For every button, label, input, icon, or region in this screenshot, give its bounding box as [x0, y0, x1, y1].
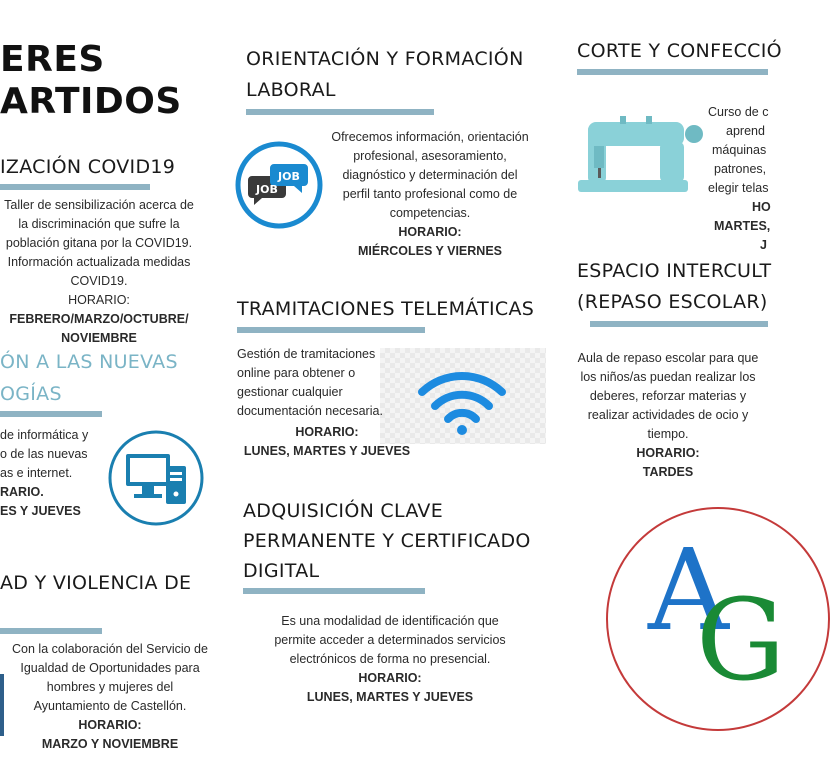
body-line: diagnóstico y determinación del [342, 168, 518, 182]
section-heading: CORTE Y CONFECCIÓ [577, 40, 782, 62]
section-body [237, 345, 387, 421]
heading-underline [590, 321, 768, 327]
horario-days: FEBRERO/MARZO/OCTUBRE/ [9, 312, 189, 326]
section-body [6, 640, 214, 754]
body-line: permite acceder a determinados servicios [274, 633, 506, 647]
job-text: JOB [278, 170, 300, 183]
body-line: aprend [726, 124, 765, 138]
horario-block [237, 423, 417, 461]
horario-label: RARIO. [0, 485, 44, 499]
section-heading: IZACIÓN COVID19 [0, 156, 176, 178]
horario-days: MIÉRCOLES Y VIERNES [357, 244, 503, 258]
body-line: la discriminación que sufre la [18, 217, 180, 231]
body-line: tiempo. [647, 427, 689, 441]
body-line: hombres y mujeres del [46, 680, 174, 694]
body-line: perfil tanto profesional como de [342, 187, 518, 201]
logo-letter-a: A [648, 526, 729, 656]
body-line: Ofrecemos información, orientación [331, 130, 529, 144]
horario-label: HORARIO: [78, 718, 142, 732]
section-body [700, 103, 771, 255]
body-line: electrónicos de forma no presencial. [289, 652, 491, 666]
job-text: JOB [256, 183, 278, 196]
section-heading: TRAMITACIONES TELEMÁTICAS [237, 298, 535, 320]
image-edge [0, 674, 4, 736]
body-line: Ayuntamiento de Castellón. [33, 699, 187, 713]
body-line: Taller de sensibilización acerca de [4, 198, 194, 212]
job-icon [236, 142, 322, 233]
body-line: as e internet. [0, 466, 73, 480]
section-heading: ÓN A LAS NUEVAS [0, 351, 178, 373]
horario-label: HO [752, 200, 771, 214]
body-line: profesional, asesoramiento, [353, 149, 507, 163]
section-heading: AD Y VIOLENCIA DE [0, 572, 192, 594]
horario-days: J [760, 238, 767, 252]
horario-label: HORARIO: [68, 293, 130, 307]
horario-days: LUNES, MARTES Y JUEVES [243, 444, 411, 458]
logo-letter-g: G [696, 576, 786, 706]
section-heading: OGÍAS [0, 383, 62, 405]
section-body [0, 426, 110, 521]
body-line: Curso de c [708, 105, 769, 119]
body-line: Aula de repaso escolar para que [577, 351, 759, 365]
brochure-title-line2: ARTIDOS [0, 81, 182, 122]
wifi-icon [418, 368, 506, 443]
section-heading: ESPACIO INTERCULT [577, 260, 772, 282]
computer-icon [108, 430, 204, 531]
body-line: realizar actividades de ocio y [587, 408, 749, 422]
brochure-title-line1: ERES [0, 39, 105, 80]
body-line: población gitana por la COVID19. [5, 236, 193, 250]
body-line: online para obtener o [237, 366, 356, 380]
body-line: de informática y [0, 428, 89, 442]
body-line: Igualdad de Oportunidades para [20, 661, 200, 675]
body-line: Con la colaboración del Servicio de [12, 642, 208, 656]
body-line: deberes, reforzar materias y [589, 389, 747, 403]
body-line: COVID19. [70, 274, 128, 288]
body-line: gestionar cualquier [237, 385, 343, 399]
horario-days: MARTES, [714, 219, 771, 233]
body-line: máquinas [712, 143, 767, 157]
body-line: o de las nuevas [0, 447, 88, 461]
section-heading: (REPASO ESCOLAR) [577, 291, 768, 313]
body-line: Información actualizada medidas [7, 255, 191, 269]
body-line: documentación necesaria. [237, 404, 383, 418]
horario-label: HORARIO: [358, 671, 422, 685]
heading-underline [246, 109, 434, 115]
horario-days: LUNES, MARTES Y JUEVES [306, 690, 474, 704]
heading-underline [0, 411, 102, 417]
heading-underline [237, 327, 425, 333]
section-heading: LABORAL [246, 79, 336, 101]
section-body [262, 612, 518, 707]
body-line: competencias. [389, 206, 471, 220]
horario-label: HORARIO: [295, 425, 359, 439]
section-heading: ADQUISICIÓN CLAVE [243, 500, 444, 522]
heading-underline [0, 628, 102, 634]
horario-days: TARDES [642, 465, 694, 479]
section-heading: ORIENTACIÓN Y FORMACIÓN [246, 48, 524, 70]
section-heading: DIGITAL [243, 560, 320, 582]
horario-days: ES Y JUEVES [0, 504, 81, 518]
heading-underline [0, 184, 150, 190]
body-line: Es una modalidad de identificación que [281, 614, 499, 628]
horario-days: MARZO Y NOVIEMBRE [41, 737, 179, 751]
ag-logo [606, 507, 830, 731]
body-line: elegir telas [708, 181, 769, 195]
section-body [570, 349, 766, 482]
section-body [0, 196, 198, 348]
body-line: Gestión de tramitaciones [237, 347, 376, 361]
horario-label: HORARIO: [636, 446, 700, 460]
section-heading: PERMANENTE Y CERTIFICADO [243, 530, 531, 552]
section-body [322, 128, 538, 261]
horario-label: HORARIO: [398, 225, 462, 239]
heading-underline [577, 69, 768, 75]
body-line: patrones, [714, 162, 767, 176]
sewing-machine-icon [576, 112, 706, 201]
heading-underline [243, 588, 425, 594]
horario-days: NOVIEMBRE [61, 331, 137, 345]
body-line: los niños/as puedan realizar los [580, 370, 756, 384]
